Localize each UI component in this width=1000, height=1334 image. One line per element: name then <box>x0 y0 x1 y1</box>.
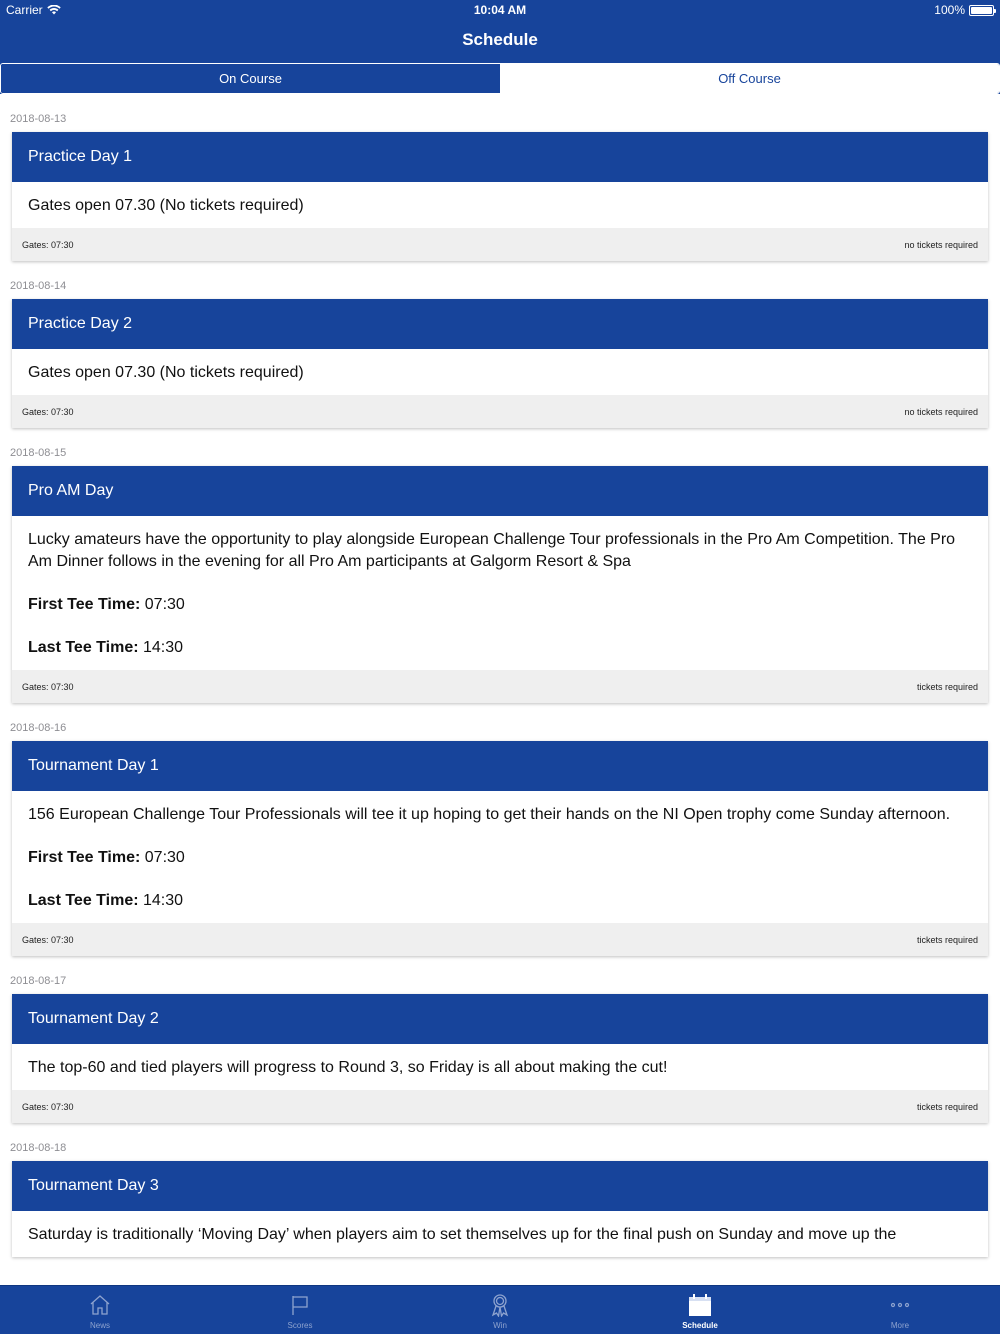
card-footer <box>12 395 988 428</box>
card-body <box>12 349 988 395</box>
award-ribbon-icon <box>488 1293 512 1317</box>
card-description: Saturday is traditionally ‘Moving Day’ when players aim to set themselves up for the final push on Sunday and move up the <box>28 1226 897 1243</box>
card-body <box>12 1211 988 1257</box>
last-tee-label: Last Tee Time: <box>28 892 139 909</box>
status-right <box>934 3 994 17</box>
ticket-status: no tickets required <box>904 239 978 250</box>
ticket-status: tickets required <box>916 681 978 692</box>
card-footer <box>12 228 988 261</box>
card-title: Tournament Day 1 <box>12 741 988 791</box>
carrier-label: Carrier <box>6 3 43 17</box>
schedule-card[interactable] <box>12 994 988 1123</box>
schedule-card[interactable] <box>12 299 988 428</box>
course-segmented-control <box>0 63 1000 94</box>
card-title: Practice Day 2 <box>12 299 988 349</box>
segment-off-course[interactable]: Off Course <box>500 64 999 93</box>
last-tee-value: 14:30 <box>138 639 184 656</box>
segment-on-course[interactable]: On Course <box>1 64 500 93</box>
tab-label: Scores <box>287 1321 313 1330</box>
schedule-card[interactable] <box>12 132 988 261</box>
gates-time: Gates: 07:30 <box>22 934 74 945</box>
first-tee-value: 07:30 <box>140 596 185 613</box>
tab-scores[interactable] <box>200 1286 400 1334</box>
ticket-status: tickets required <box>916 934 978 945</box>
schedule-date: 2018-08-16 <box>10 722 67 734</box>
card-title: Practice Day 1 <box>12 132 988 182</box>
card-footer <box>12 923 988 956</box>
first-tee-time <box>28 847 972 869</box>
last-tee-time <box>28 637 972 659</box>
first-tee-label: First Tee Time: <box>28 596 141 613</box>
card-description: The top-60 and tied players will progress to Round 3, so Friday is all about making the cut! <box>28 1059 668 1076</box>
tab-win[interactable] <box>400 1286 600 1334</box>
tab-label: News <box>89 1321 110 1330</box>
first-tee-time <box>28 594 972 616</box>
status-time: 10:04 AM <box>473 3 527 17</box>
last-tee-value: 14:30 <box>138 892 184 909</box>
card-title: Tournament Day 2 <box>12 994 988 1044</box>
battery-percent: 100% <box>934 3 965 17</box>
card-footer <box>12 670 988 703</box>
gates-time: Gates: 07:30 <box>22 406 74 417</box>
tab-label: Schedule <box>682 1321 718 1330</box>
card-body <box>12 516 988 670</box>
flag-icon <box>288 1293 312 1317</box>
card-footer <box>12 1090 988 1123</box>
schedule-list[interactable] <box>0 94 1000 1285</box>
card-body <box>12 791 988 923</box>
home-icon <box>88 1293 112 1317</box>
tab-more[interactable] <box>800 1286 1000 1334</box>
schedule-card[interactable] <box>12 1161 988 1257</box>
tab-news[interactable] <box>0 1286 200 1334</box>
app-header <box>0 0 1000 94</box>
gates-time: Gates: 07:30 <box>22 1101 74 1112</box>
status-bar <box>0 0 1000 20</box>
schedule-date: 2018-08-17 <box>10 975 67 987</box>
tab-label: More <box>890 1321 910 1330</box>
page-title: Schedule <box>462 30 538 49</box>
first-tee-label: First Tee Time: <box>28 849 141 866</box>
last-tee-label: Last Tee Time: <box>28 639 139 656</box>
schedule-date: 2018-08-13 <box>10 113 67 125</box>
card-title: Pro AM Day <box>12 466 988 516</box>
tab-bar <box>0 1285 1000 1334</box>
tab-schedule[interactable] <box>600 1286 800 1334</box>
schedule-card[interactable] <box>12 466 988 703</box>
ticket-status: tickets required <box>916 1101 978 1112</box>
calendar-icon <box>688 1293 712 1317</box>
more-dots-icon <box>888 1293 912 1317</box>
gates-time: Gates: 07:30 <box>22 239 74 250</box>
card-body <box>12 1044 988 1090</box>
gates-time: Gates: 07:30 <box>22 681 74 692</box>
card-description: 156 European Challenge Tour Professionals will tee it up hoping to get their hands on the NI Open trophy come Sunday afternoon. <box>28 806 951 823</box>
schedule-date: 2018-08-18 <box>10 1142 67 1154</box>
card-description: Lucky amateurs have the opportunity to play alongside European Challenge Tour professionals in the Pro Am Competition. The Pro Am Dinner follows in the evening for all Pro Am participants at Galgorm Resort & Spa <box>28 531 956 570</box>
card-body <box>12 182 988 228</box>
ticket-status: no tickets required <box>904 406 978 417</box>
card-description: Gates open 07.30 (No tickets required) <box>28 197 304 214</box>
battery-icon <box>969 5 994 16</box>
first-tee-value: 07:30 <box>140 849 185 866</box>
schedule-date: 2018-08-14 <box>10 280 67 292</box>
card-title: Tournament Day 3 <box>12 1161 988 1211</box>
schedule-card[interactable] <box>12 741 988 956</box>
last-tee-time <box>28 890 972 912</box>
schedule-date: 2018-08-15 <box>10 447 67 459</box>
tab-label: Win <box>493 1321 507 1330</box>
card-description: Gates open 07.30 (No tickets required) <box>28 364 304 381</box>
